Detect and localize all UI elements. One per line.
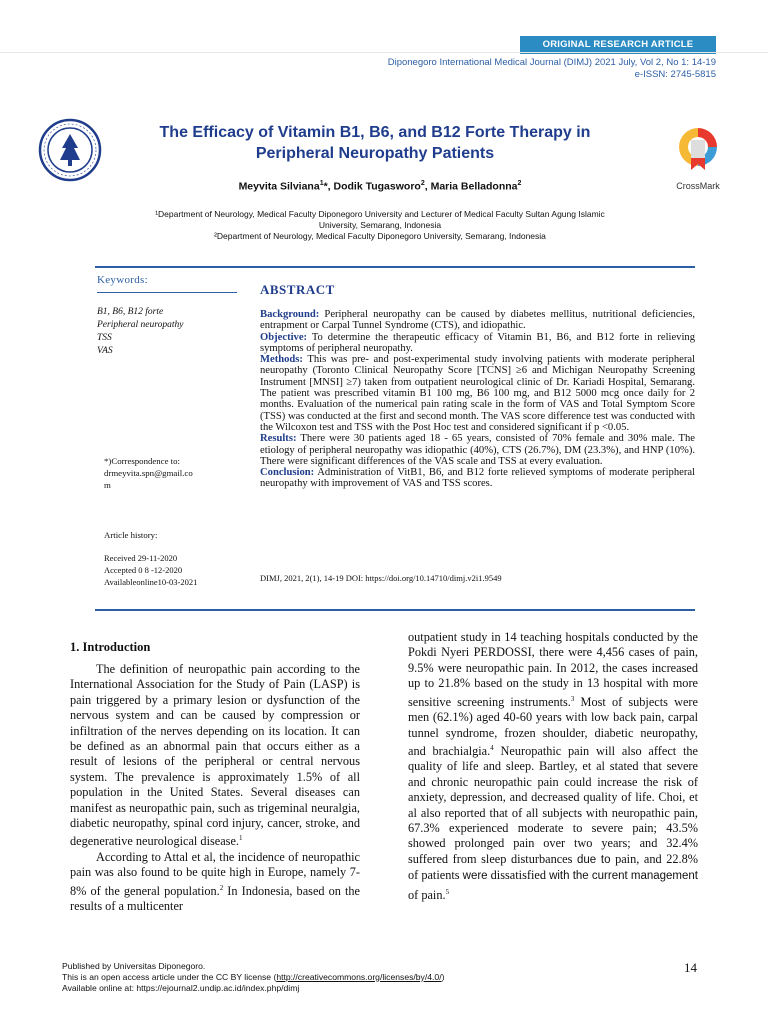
received-date: Received 29-11-2020	[104, 553, 178, 563]
author-name: Meyvita Silviana	[238, 180, 320, 193]
citation-ref: 3	[570, 694, 575, 703]
correspondence-label: *)Correspondence to:	[104, 456, 180, 466]
paragraph-text: of pain.	[408, 887, 446, 902]
journal-citation	[388, 57, 716, 81]
university-seal-logo	[38, 118, 102, 182]
abstract-background	[260, 309, 695, 332]
author-name: Dodik Tugasworo	[333, 180, 421, 193]
methods-label: Methods:	[260, 354, 303, 366]
license-post: )	[441, 971, 445, 982]
background-text: Peripheral neuropathy can be caused by diabetes mellitus, nutritional deficiencies, entrapment or Carpal Tunnel Syndrome (CTS), and idiopathic.	[260, 309, 695, 332]
accepted-date: Accepted 0 8 -12-2020	[104, 565, 183, 575]
paragraph-text: were	[462, 870, 488, 883]
doi-citation[interactable]: DIMJ, 2021, 2(1), 14-19 DOI: https://doi.org/10.14710/dimj.v2i1.9549	[260, 573, 502, 583]
crossmark-label: CrossMark	[676, 181, 720, 191]
keyword-item: VAS	[97, 346, 113, 356]
correspondence	[104, 455, 236, 491]
conclusion-text: Administration of VitB1, B6, and B12 forte relieved symptoms of moderate peripheral neuropathy with improvement of VAS and TSS scores.	[260, 467, 695, 490]
header-divider	[0, 52, 768, 53]
keywords-rule	[97, 292, 237, 293]
keyword-item: Peripheral neuropathy	[97, 320, 184, 330]
paragraph-text: dissatisfied	[487, 868, 550, 883]
citation-ref: 2	[219, 883, 224, 892]
title-line-1: The Efficacy of Vitamin B1, B6, and B12 Forte Therapy in	[159, 124, 591, 141]
author-affil-ref: 1	[319, 180, 324, 187]
correspondence-email-cont: m	[104, 480, 111, 490]
license-link[interactable]: http://creativecommons.org/licenses/by/4.0/	[276, 971, 442, 982]
affiliations	[100, 209, 660, 242]
journal-info: Diponegoro International Medical Journal (DIMJ) 2021 July, Vol 2, No 1: 14-19	[387, 57, 716, 68]
abstract-heading: ABSTRACT	[260, 282, 335, 297]
paragraph-text: pain, and 22.8% of patients	[408, 851, 698, 883]
keyword-item: TSS	[97, 333, 112, 343]
body-column-right	[408, 630, 698, 903]
abstract-results	[260, 433, 695, 467]
section-heading-introduction: 1. Introduction	[70, 640, 151, 654]
author-name: Maria Belladonna	[430, 180, 518, 193]
keyword-item: B1, B6, B12 forte	[97, 307, 164, 317]
abstract-bottom-rule	[95, 609, 695, 611]
citation-ref: 5	[445, 887, 450, 896]
paper-title	[120, 122, 630, 164]
keywords-heading: Keywords:	[97, 274, 148, 286]
paragraph-text: Neuropathic pain will also affect the quality of life and sleep. Bartley, et al stated that severe and chronic neuropathic pain could increase the risk of anxiety, depression, and decreased quality of life. Choi, et al also reported that of all subjects with neuropathic pain, 67.3% experienced moderate to severe pain; 43.5% showed prolonged pain over two years; and 32.4% suffered from sleep disturbances	[408, 744, 698, 866]
author-separator: *,	[323, 180, 334, 193]
paragraph-text: due to	[577, 853, 611, 866]
objective-text: To determine the therapeutic efficacy of Vitamin B1, B6, and B12 forte in relieving symptoms of peripheral neuropathy.	[260, 331, 695, 354]
paragraph-text: According to Attal et al, the incidence of neuropathic pain was also found to be quite high in Europe, namely 7-8% of the general population.	[70, 849, 360, 898]
results-label: Results:	[260, 433, 297, 445]
paragraph-text: Most of subjects were men (62.1%) aged 40-60 years with low back pain, carpal tunnel syndrome, frozen shoulder, diabetic neuropathy, and brachialgia.	[408, 694, 698, 759]
results-text: There were 30 patients aged 18 - 65 years, consisted of 70% female and 30% male. The etiology of peripheral neuropathy was idiopathic (40%), CTS (26.7%), DM (23.3%), and HNP (10%). There were significant differences of the VAS scale and TSS at every evaluation.	[260, 433, 695, 467]
publisher-line: Published by Universitas Diponegoro.	[62, 961, 206, 971]
abstract-top-rule	[95, 266, 695, 268]
paragraph-text: In Indonesia, based on the results of a multicenter	[70, 883, 360, 914]
article-history	[104, 552, 244, 588]
affiliation-1: ¹Department of Neurology, Medical Faculty Diponegoro University and Lecturer of Medical Faculty Sultan Agung Islamic	[155, 209, 605, 219]
author-separator: ,	[424, 180, 431, 193]
title-line-2: Peripheral Neuropathy Patients	[255, 145, 495, 162]
objective-label: Objective:	[260, 331, 308, 343]
abstract-methods	[260, 354, 695, 433]
conclusion-label: Conclusion:	[260, 467, 315, 479]
journal-issn: e-ISSN: 2745-5815	[634, 69, 716, 80]
license-pre: This is an open access article under the CC BY license (	[62, 971, 277, 982]
affiliation-2: ²Department of Neurology, Medical Faculty Diponegoro University, Semarang, Indonesia	[214, 231, 546, 241]
author-affil-ref: 2	[517, 180, 522, 187]
crossmark-badge[interactable]	[668, 126, 728, 191]
author-list	[100, 180, 660, 193]
background-label: Background:	[260, 309, 320, 320]
methods-text: This was pre- and post-experimental study involving patients with moderate peripheral neuropathy (Toronto Clinical Neuropathy Score [TCNS] ≥6 and Michigan Neuropathy Screening Instrument [MNSI] ≥7) taken from outpatient neurological clinic of Dr. Kariadi Hospital, Semarang. The patient was prescribed vitamin B1 100 mg, B6 100 mg, and B12 5000 mcg once daily for 2 months. Evaluation of the numerical pain rating scale in the form of VAS and Total Symptom Score (TSS) was conducted at the first and second month. The VAS score difference test was conducted with the Wilcoxon test and TSS with the Post Hoc test and considered significant if p <0.05.	[260, 354, 695, 433]
available-date: Availableonline10-03-2021	[104, 577, 198, 587]
availability-line[interactable]: Available online at: https://ejournal2.undip.ac.id/index.php/dimj	[62, 982, 300, 993]
paragraph	[70, 850, 360, 915]
keywords-list	[97, 306, 237, 358]
abstract-body	[260, 309, 695, 490]
license-line	[62, 972, 444, 983]
body-column-left	[70, 662, 360, 915]
article-type-banner: ORIGINAL RESEARCH ARTICLE	[520, 36, 716, 54]
page-number: 14	[684, 960, 697, 975]
abstract-objective	[260, 332, 695, 355]
citation-ref: 4	[490, 743, 494, 752]
paragraph-text: outpatient study in 14 teaching hospitals conducted by the Pokdi Nyeri PERDOSSI, there were 4,456 cases of pain, 9.5% were neuropathic pain. In 2012, the cases increased up to 21.8% based on the study in 13 hospital with more sensitive screening instruments.	[408, 630, 698, 709]
paragraph-text: The definition of neuropathic pain according to the International Association for the Study of Pain (LASP) is pain triggered by a primary lesion or dysfunction of the nervous system and can be caused by compression or infiltration of the nerves depending on its location. It can be defined as an abnormal pain that occurs either as a result of lesions of the peripheral or central nervous system. The prevalence is approximately 1.5% of all population in the United States. Several diseases can manifest as neuropathic pain, such as trigeminal neuralgia, diabetic neuropathy, spinal cord injury, cancer, stroke, and degenerative neurological disease.	[70, 662, 360, 849]
author-affil-ref: 2	[420, 180, 425, 187]
paragraph-text: with the current management	[549, 870, 699, 883]
page-footer	[62, 961, 444, 993]
abstract-conclusion	[260, 467, 695, 490]
affiliation-1-cont: University, Semarang, Indonesia	[318, 220, 442, 230]
article-history-heading: Article history:	[104, 530, 158, 540]
crossmark-icon	[677, 126, 719, 174]
correspondence-email[interactable]: drmeyvita.spn@gmail.co	[104, 468, 193, 478]
citation-ref: 1	[239, 834, 243, 843]
paragraph	[70, 662, 360, 850]
